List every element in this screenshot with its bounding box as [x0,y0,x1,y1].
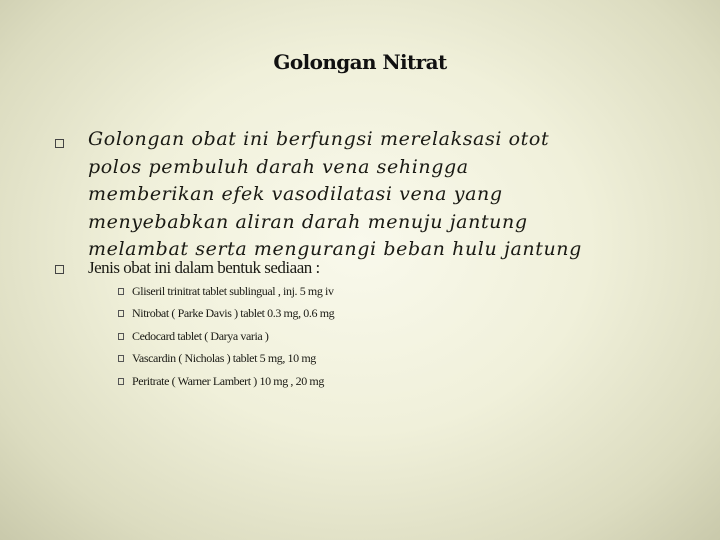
list-item-text: Gliseril trinitrat tablet sublingual , inj. 5 mg iv [132,284,334,298]
list-item [118,347,334,369]
slide-title: Golongan Nitrat [273,50,447,74]
bullet-1-text [88,126,708,264]
list-item-text: Peritrate ( Warner Lambert ) 10 mg , 20 mg [132,373,324,388]
list-item-text: Vascardin ( Nicholas ) tablet 5 mg, 10 mg [132,351,316,366]
sub-bullet-square-icon [118,310,124,317]
sub-bullet-square-icon [118,378,124,385]
list-item [118,280,334,302]
sub-bullet-square-icon [118,355,124,362]
bullet-1-line: memberikan efek vasodilatasi vena yang [88,183,503,205]
bullet-square-icon [55,139,64,148]
list-item-text: Cedocard tablet ( Darya varia ) [132,328,269,343]
bullet-square-icon [55,265,64,274]
bullet-1-line: menyebabkan aliran darah menuju jantung [88,210,528,233]
sub-bullet-square-icon [118,288,124,295]
sub-bullet-list [118,280,334,392]
list-item [118,370,334,392]
list-item-text: Nitrobat ( Parke Davis ) tablet 0.3 mg, 0.6 mg [132,306,335,321]
bullet-1-line: melambat serta mengurangi beban hulu jantung [88,238,582,260]
list-item [118,302,334,324]
sub-bullet-square-icon [118,333,124,340]
bullet-2-text: Jenis obat ini dalam bentuk sediaan : [88,258,320,277]
list-item [118,325,334,347]
bullet-1-line: polos pembuluh darah vena sehingga [88,155,469,178]
bullet-1-line: Golongan obat ini berfungsi merelaksasi otot [88,128,550,150]
